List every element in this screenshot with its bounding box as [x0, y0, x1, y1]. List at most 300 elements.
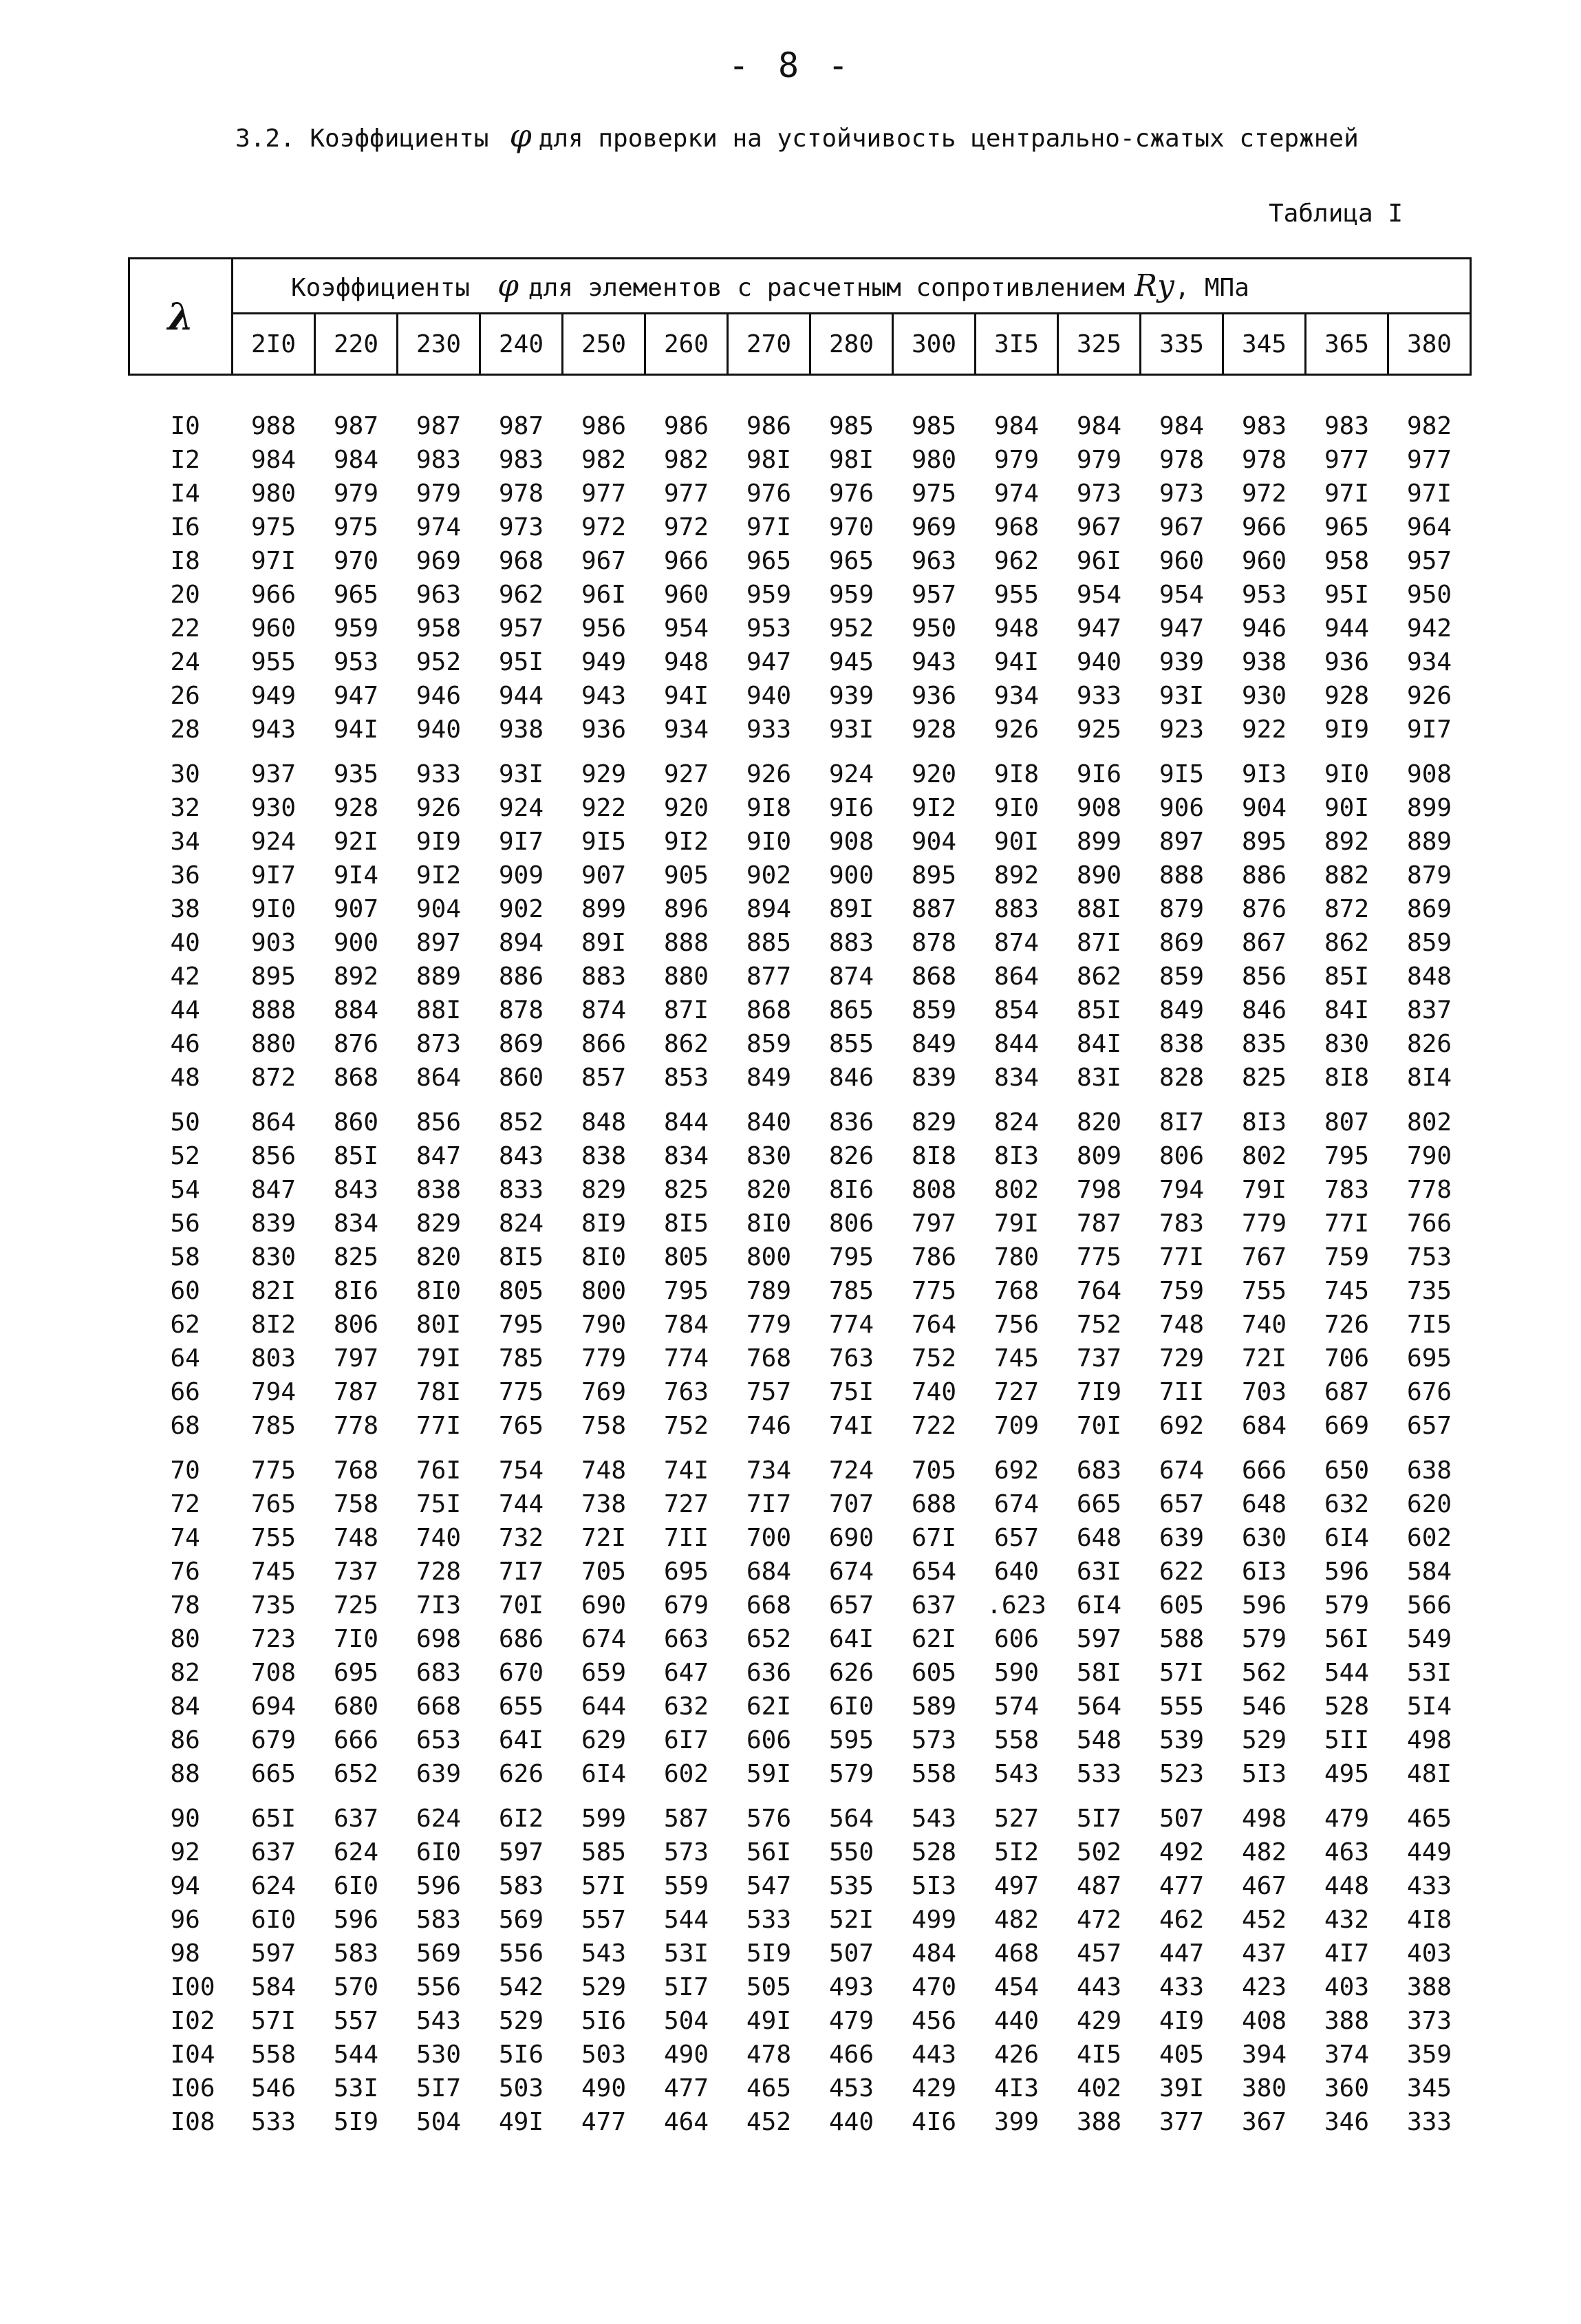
- lambda-value: 46: [170, 1030, 200, 1058]
- coefficient-cell: 958: [1324, 547, 1370, 575]
- coefficient-cell: 957: [1407, 547, 1452, 575]
- coefficient-cell: 569: [416, 1939, 462, 1968]
- lambda-value: 98: [170, 1939, 200, 1968]
- coefficient-cell: 930: [1241, 682, 1287, 710]
- coefficient-cell: 452: [1241, 1906, 1287, 1934]
- coefficient-cell: 5II: [1324, 1726, 1370, 1754]
- coefficient-cell: 974: [416, 513, 462, 541]
- coefficient-cell: 377: [1159, 2108, 1205, 2136]
- lambda-value: I8: [170, 547, 200, 575]
- coefficient-cell: 5I3: [911, 1872, 957, 1900]
- coefficient-cell: 87I: [663, 996, 709, 1024]
- coefficient-cell: 8I6: [333, 1277, 379, 1305]
- coefficient-cell: 605: [1159, 1591, 1205, 1620]
- coefficient-cell: 975: [333, 513, 379, 541]
- coefficient-cell: 866: [581, 1030, 627, 1058]
- coefficient-cell: 849: [746, 1064, 792, 1092]
- table-row: [129, 679, 1471, 713]
- coefficient-cell: 940: [746, 682, 792, 710]
- coefficient-cell: 535: [828, 1872, 874, 1900]
- coefficient-cell: 5I9: [333, 2108, 379, 2136]
- lambda-value: I04: [170, 2041, 215, 2069]
- coefficient-cell: 84I: [1076, 1030, 1122, 1058]
- coefficient-cell: 584: [250, 1973, 297, 2001]
- coefficient-cell: 93I: [1159, 682, 1205, 710]
- coefficient-cell: 767: [1241, 1243, 1287, 1271]
- coefficient-cell: 6I2: [498, 1805, 544, 1833]
- coefficient-cell: 829: [911, 1108, 957, 1137]
- coefficient-cell: 880: [663, 962, 709, 991]
- coefficient-cell: 97I: [1407, 480, 1452, 508]
- coefficient-cell: 784: [663, 1311, 709, 1339]
- coefficient-cell: 934: [993, 682, 1040, 710]
- coefficient-cell: 979: [993, 446, 1040, 474]
- table-row: [129, 409, 1471, 443]
- coefficient-cell: 824: [498, 1209, 544, 1238]
- coefficient-cell: 507: [1159, 1805, 1205, 1833]
- coefficient-cell: 807: [1324, 1108, 1370, 1137]
- coefficient-cell: 839: [250, 1209, 297, 1238]
- coefficient-cell: 869: [1407, 895, 1452, 923]
- coefficient-cell: 872: [1324, 895, 1370, 923]
- coefficient-cell: 490: [663, 2041, 709, 2069]
- coefficient-cell: 93I: [498, 760, 544, 788]
- coefficient-cell: 5I7: [416, 2074, 462, 2102]
- lambda-value: 20: [170, 581, 200, 609]
- coefficient-cell: 802: [993, 1176, 1040, 1204]
- coefficient-cell: 4I9: [1159, 2007, 1205, 2035]
- coefficient-cell: 987: [333, 412, 379, 440]
- coefficient-cell: 958: [416, 614, 462, 643]
- coefficient-cell: 935: [333, 760, 379, 788]
- coefficient-cell: 975: [911, 480, 957, 508]
- coefficient-cell: 877: [746, 962, 792, 991]
- coefficient-cell: 984: [1076, 412, 1122, 440]
- coefficient-cell: 722: [911, 1412, 957, 1440]
- coefficient-cell: 740: [911, 1378, 957, 1406]
- coefficient-cell: 674: [828, 1558, 874, 1586]
- column-header: 230: [398, 314, 480, 375]
- coefficient-cell: 674: [1159, 1456, 1205, 1485]
- coefficient-cell: 868: [911, 962, 957, 991]
- coefficient-cell: 7II: [1159, 1378, 1205, 1406]
- coefficient-cell: 9I0: [993, 794, 1040, 822]
- coefficient-cell: 944: [498, 682, 544, 710]
- coefficient-cell: 797: [911, 1209, 957, 1238]
- coefficient-cell: 556: [498, 1939, 544, 1968]
- coefficient-cell: 756: [993, 1311, 1040, 1339]
- coefficient-cell: 447: [1159, 1939, 1205, 1968]
- coefficient-cell: 946: [1241, 614, 1287, 643]
- coefficient-cell: 759: [1324, 1243, 1370, 1271]
- coefficient-cell: 950: [1407, 581, 1452, 609]
- coefficient-cell: 706: [1324, 1344, 1370, 1373]
- coefficient-cell: 423: [1241, 1973, 1287, 2001]
- coefficient-cell: 983: [1324, 412, 1370, 440]
- coefficient-cell: 478: [746, 2041, 792, 2069]
- coefficient-cell: 886: [498, 962, 544, 991]
- coefficient-cell: 53I: [663, 1939, 709, 1968]
- coefficient-cell: 765: [250, 1490, 297, 1518]
- coefficient-cell: 9I6: [1076, 760, 1122, 788]
- coefficient-cell: 504: [663, 2007, 709, 2035]
- coefficient-cell: 8I3: [993, 1142, 1040, 1170]
- coefficient-cell: 968: [993, 513, 1040, 541]
- coefficient-cell: 462: [1159, 1906, 1205, 1934]
- coefficient-cell: 5I6: [498, 2041, 544, 2069]
- coefficient-cell: 686: [498, 1625, 544, 1653]
- coefficient-cell: 967: [1076, 513, 1122, 541]
- coefficient-cell: 63I: [1076, 1558, 1122, 1586]
- coefficient-cell: 556: [416, 1973, 462, 2001]
- coefficient-cell: 926: [993, 716, 1040, 744]
- coefficient-cell: 825: [1241, 1064, 1287, 1092]
- coefficient-cell: 433: [1407, 1872, 1452, 1900]
- coefficient-cell: 857: [581, 1064, 627, 1092]
- ry-symbol: Rу: [1134, 268, 1175, 304]
- coefficient-cell: 794: [250, 1378, 297, 1406]
- coefficient-cell: 924: [498, 794, 544, 822]
- coefficient-cell: 9I5: [1159, 760, 1205, 788]
- coefficient-cell: 923: [1159, 716, 1205, 744]
- coefficient-cell: 908: [1407, 760, 1452, 788]
- coefficient-cell: 774: [663, 1344, 709, 1373]
- coefficient-cell: 405: [1159, 2041, 1205, 2069]
- coefficient-cell: 690: [828, 1524, 874, 1552]
- coefficient-cell: 860: [333, 1108, 379, 1137]
- coefficient-cell: 558: [911, 1760, 957, 1788]
- coefficient-cell: 984: [1159, 412, 1205, 440]
- coefficient-cell: 959: [746, 581, 792, 609]
- coefficient-cell: 982: [1407, 412, 1452, 440]
- coefficient-cell: 740: [1241, 1311, 1287, 1339]
- lambda-value: 72: [170, 1490, 200, 1518]
- coefficient-cell: 830: [746, 1142, 792, 1170]
- table-row: [129, 1521, 1471, 1555]
- coefficient-cell: 856: [250, 1142, 297, 1170]
- table-row: [129, 2004, 1471, 2038]
- lambda-value: 44: [170, 996, 200, 1024]
- coefficient-cell: 5I9: [746, 1939, 792, 1968]
- coefficient-cell: 528: [911, 1838, 957, 1866]
- coefficient-cell: 6I7: [663, 1726, 709, 1754]
- coefficient-cell: 844: [663, 1108, 709, 1137]
- coefficient-cell: 820: [416, 1243, 462, 1271]
- coefficient-cell: 597: [1076, 1625, 1122, 1653]
- coefficient-cell: 924: [828, 760, 874, 788]
- coefficient-cell: 472: [1076, 1906, 1122, 1934]
- coefficient-cell: 967: [581, 547, 627, 575]
- coefficient-cell: 787: [333, 1378, 379, 1406]
- coefficient-cell: 970: [333, 547, 379, 575]
- table-row: [129, 544, 1471, 578]
- coefficient-cell: 868: [746, 996, 792, 1024]
- coefficient-cell: 956: [581, 614, 627, 643]
- coefficient-cell: 6I0: [333, 1872, 379, 1900]
- coefficient-cell: 828: [1159, 1064, 1205, 1092]
- coefficient-cell: 65I: [250, 1805, 297, 1833]
- coefficient-cell: 883: [828, 929, 874, 957]
- column-header: 250: [563, 314, 645, 375]
- coefficient-cell: 482: [993, 1906, 1040, 1934]
- coefficient-cell: 8I2: [250, 1311, 297, 1339]
- coefficient-cell: 636: [746, 1659, 792, 1687]
- coefficient-cell: 9I5: [581, 828, 627, 856]
- coefficient-cell: 947: [333, 682, 379, 710]
- coefficient-cell: 449: [1407, 1838, 1452, 1866]
- coefficient-cell: 605: [911, 1659, 957, 1687]
- coefficient-cell: 947: [1076, 614, 1122, 643]
- coefficient-cell: 983: [416, 446, 462, 474]
- coefficient-cell: 92I: [333, 828, 379, 856]
- lambda-value: I08: [170, 2108, 215, 2136]
- coefficient-cell: 959: [333, 614, 379, 643]
- coefficient-cell: 766: [1407, 1209, 1452, 1238]
- coefficient-cell: 7I0: [333, 1625, 379, 1653]
- table-row: [129, 1173, 1471, 1207]
- coefficient-cell: 75I: [828, 1378, 874, 1406]
- coefficient-cell: 53I: [1407, 1659, 1452, 1687]
- coefficient-cell: 657: [828, 1591, 874, 1620]
- coefficient-cell: 943: [250, 716, 297, 744]
- coefficient-cell: 983: [498, 446, 544, 474]
- coefficient-cell: 97I: [1324, 480, 1370, 508]
- coefficient-cell: 977: [1324, 446, 1370, 474]
- coefficient-cell: 466: [828, 2041, 874, 2069]
- coefficient-cell: 505: [746, 1973, 792, 2001]
- coefficient-cell: 680: [333, 1692, 379, 1721]
- lambda-value: 92: [170, 1838, 200, 1866]
- lambda-value: I4: [170, 480, 200, 508]
- coefficient-cell: 905: [663, 861, 709, 890]
- coefficient-cell: 453: [828, 2074, 874, 2102]
- coefficient-cell: 934: [1407, 648, 1452, 676]
- coefficient-cell: 650: [1324, 1456, 1370, 1485]
- coefficient-cell: 939: [1159, 648, 1205, 676]
- coefficient-cell: 843: [333, 1176, 379, 1204]
- coefficient-cell: 8I4: [1407, 1064, 1452, 1092]
- coefficient-cell: 77I: [416, 1412, 462, 1440]
- coefficient-cell: 653: [416, 1726, 462, 1754]
- coefficient-cell: 806: [828, 1209, 874, 1238]
- lambda-value: 86: [170, 1726, 200, 1754]
- table-row: [129, 1589, 1471, 1622]
- coefficient-cell: 79I: [1241, 1176, 1287, 1204]
- coefficient-cell: 948: [663, 648, 709, 676]
- coefficient-cell: 847: [416, 1142, 462, 1170]
- coefficient-cell: 847: [250, 1176, 297, 1204]
- coefficient-cell: 825: [333, 1243, 379, 1271]
- coefficient-cell: 896: [663, 895, 709, 923]
- coefficient-cell: 949: [581, 648, 627, 676]
- coefficient-cell: 976: [746, 480, 792, 508]
- coefficient-cell: 940: [416, 716, 462, 744]
- table-row: [129, 645, 1471, 679]
- coefficient-cell: 764: [911, 1311, 957, 1339]
- coefficient-cell: 907: [581, 861, 627, 890]
- coefficient-cell: 904: [1241, 794, 1287, 822]
- coefficient-cell: 802: [1241, 1142, 1287, 1170]
- coefficient-cell: 895: [911, 861, 957, 890]
- coefficient-cell: 544: [333, 2041, 379, 2069]
- coefficient-cell: 437: [1241, 1939, 1287, 1968]
- coefficient-cell: 833: [498, 1176, 544, 1204]
- coefficient-cell: 973: [1076, 480, 1122, 508]
- coefficient-cell: 59I: [746, 1760, 792, 1788]
- coefficient-cell: 844: [993, 1030, 1040, 1058]
- table-row: [129, 1970, 1471, 2004]
- coefficient-cell: 705: [911, 1456, 957, 1485]
- coefficient-cell: 9I4: [333, 861, 379, 890]
- coefficient-cell: 962: [993, 547, 1040, 575]
- table-row: [129, 1690, 1471, 1723]
- coefficient-cell: 64I: [498, 1726, 544, 1754]
- lambda-value: 90: [170, 1805, 200, 1833]
- coefficient-cell: 695: [663, 1558, 709, 1586]
- coefficient-cell: 495: [1324, 1760, 1370, 1788]
- coefficient-cell: 825: [663, 1176, 709, 1204]
- coefficient-cell: 959: [828, 581, 874, 609]
- coefficient-cell: 359: [1407, 2041, 1452, 2069]
- table-row: [129, 1555, 1471, 1589]
- coefficient-cell: 987: [416, 412, 462, 440]
- coefficient-cell: 984: [333, 446, 379, 474]
- coefficient-cell: 684: [1241, 1412, 1287, 1440]
- coefficient-cell: 973: [498, 513, 544, 541]
- column-header: 2I0: [233, 314, 315, 375]
- lambda-value: 22: [170, 614, 200, 643]
- coefficient-cell: 7I7: [746, 1490, 792, 1518]
- lambda-value: 52: [170, 1142, 200, 1170]
- table-row: [129, 1027, 1471, 1061]
- lambda-value: 78: [170, 1591, 200, 1620]
- coefficient-cell: 484: [911, 1939, 957, 1968]
- coefficient-cell: 62I: [746, 1692, 792, 1721]
- coefficient-cell: 723: [250, 1625, 297, 1653]
- coefficient-cell: 728: [416, 1558, 462, 1586]
- lambda-value: I06: [170, 2074, 215, 2102]
- coefficient-cell: 408: [1241, 2007, 1287, 2035]
- coefficient-cell: 443: [911, 2041, 957, 2069]
- table-row: [129, 477, 1471, 510]
- coefficient-cell: 7I7: [498, 1558, 544, 1586]
- coefficient-cell: 824: [993, 1108, 1040, 1137]
- coefficient-cell: 559: [663, 1872, 709, 1900]
- coefficient-cell: 360: [1324, 2074, 1370, 2102]
- coefficient-cell: 862: [1324, 929, 1370, 957]
- coefficient-cell: 94I: [993, 648, 1040, 676]
- lambda-value: 82: [170, 1659, 200, 1687]
- coefficient-cell: 95I: [498, 648, 544, 676]
- coefficient-cell: 859: [911, 996, 957, 1024]
- coefficient-cell: 529: [581, 1973, 627, 2001]
- coefficient-cell: 806: [333, 1311, 379, 1339]
- group-header: [233, 259, 1471, 314]
- coefficient-cell: 79I: [993, 1209, 1040, 1238]
- coefficient-cell: 9I0: [250, 895, 297, 923]
- coefficient-cell: 648: [1076, 1524, 1122, 1552]
- coefficient-cell: 794: [1159, 1176, 1205, 1204]
- coefficient-cell: 732: [498, 1524, 544, 1552]
- coefficient-cell: 829: [581, 1176, 627, 1204]
- coefficient-cell: 960: [250, 614, 297, 643]
- coefficient-cell: 93I: [828, 716, 874, 744]
- coefficient-cell: 960: [663, 581, 709, 609]
- coefficient-cell: 77I: [1159, 1243, 1205, 1271]
- coefficient-cell: 82I: [250, 1277, 297, 1305]
- coefficient-cell: 930: [250, 794, 297, 822]
- table-row: [129, 1342, 1471, 1375]
- lambda-value: 30: [170, 760, 200, 788]
- coefficient-cell: 876: [1241, 895, 1287, 923]
- coefficient-cell: 809: [1076, 1142, 1122, 1170]
- coefficient-cell: 652: [746, 1625, 792, 1653]
- coefficient-cell: 9I9: [1324, 716, 1370, 744]
- coefficient-cell: 490: [581, 2074, 627, 2102]
- coefficient-cell: 872: [250, 1064, 297, 1092]
- coefficient-cell: 955: [250, 648, 297, 676]
- coefficient-cell: 426: [993, 2041, 1040, 2069]
- coefficient-cell: 97I: [746, 513, 792, 541]
- coefficient-cell: 986: [663, 412, 709, 440]
- coefficient-cell: 860: [498, 1064, 544, 1092]
- coefficient-cell: 527: [993, 1805, 1040, 1833]
- coefficient-cell: 94I: [663, 682, 709, 710]
- coefficient-cell: 88I: [416, 996, 462, 1024]
- column-header: 240: [480, 314, 563, 375]
- coefficient-cell: 780: [993, 1243, 1040, 1271]
- coefficient-cell: 768: [333, 1456, 379, 1485]
- coefficient-cell: 938: [498, 716, 544, 744]
- column-header-row: [129, 314, 1471, 375]
- coefficient-cell: 542: [498, 1973, 544, 2001]
- coefficient-cell: 928: [911, 716, 957, 744]
- coefficient-cell: 746: [746, 1412, 792, 1440]
- coefficient-cell: 727: [663, 1490, 709, 1518]
- coefficient-cell: 765: [498, 1412, 544, 1440]
- coefficient-cell: 583: [416, 1906, 462, 1934]
- coefficient-cell: 80I: [416, 1311, 462, 1339]
- table-row: [129, 1656, 1471, 1690]
- coefficient-cell: 868: [333, 1064, 379, 1092]
- coefficient-cell: 979: [416, 480, 462, 508]
- coefficient-cell: 934: [663, 716, 709, 744]
- coefficient-cell: 929: [581, 760, 627, 788]
- coefficient-cell: 679: [663, 1591, 709, 1620]
- coefficient-cell: 9I8: [746, 794, 792, 822]
- coefficient-cell: 852: [498, 1108, 544, 1137]
- coefficient-cell: 596: [416, 1872, 462, 1900]
- coefficient-cell: 440: [828, 2108, 874, 2136]
- coefficient-cell: 4I3: [993, 2074, 1040, 2102]
- coefficient-cell: 529: [498, 2007, 544, 2035]
- header-unit: , МПа: [1174, 274, 1249, 303]
- coefficient-cell: 85I: [1324, 962, 1370, 991]
- coefficient-cell: 892: [1324, 828, 1370, 856]
- phi-symbol: φ: [509, 117, 532, 154]
- coefficient-cell: 637: [911, 1591, 957, 1620]
- coefficient-cell: 504: [416, 2108, 462, 2136]
- table-row: [129, 1757, 1471, 1791]
- coefficient-cell: 969: [911, 513, 957, 541]
- coefficient-cell: 952: [828, 614, 874, 643]
- coefficient-cell: 907: [333, 895, 379, 923]
- coefficient-cell: 884: [333, 996, 379, 1024]
- coefficient-cell: 497: [993, 1872, 1040, 1900]
- coefficient-cell: 738: [581, 1490, 627, 1518]
- coefficient-cell: 709: [993, 1412, 1040, 1440]
- coefficient-cell: 503: [581, 2041, 627, 2069]
